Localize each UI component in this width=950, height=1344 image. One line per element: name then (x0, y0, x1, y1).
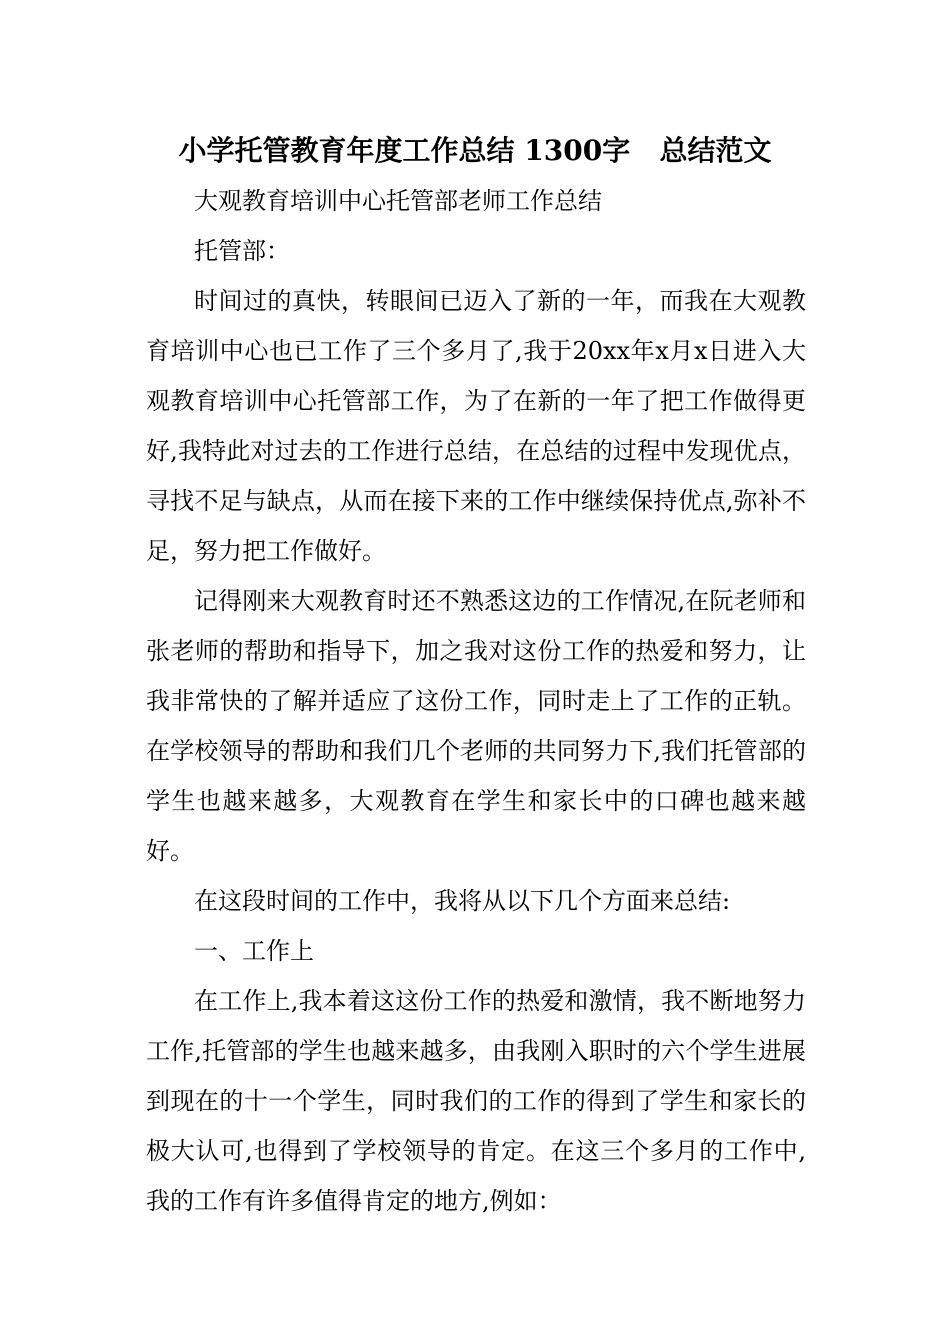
document-title: 小学托管教育年度工作总结 1300字 总结范文 (178, 134, 772, 167)
section-paragraph: 在工作上,我本着这这份工作的热爱和激情，我不断地努力工作,托管部的学生也越来越多，由我刚入职时的六个学生进展到现在的十一个学生，同时我们的工作的得到了学生和家长的极大认可,也得到了学校领导的肯定。在这三个多月的工作中,我的工作有许多值得肯定的地方,例如： (146, 987, 806, 1215)
intro-line: 在这段时间的工作中，我将从以下几个方面来总结: (194, 887, 731, 915)
section-heading: 一、工作上 (194, 937, 314, 965)
paragraph-2: 记得刚来大观教育时还不熟悉这边的工作情况,在阮老师和张老师的帮助和指导下，加之我对这份工作的热爱和努力，让我非常快的了解并适应了这份工作，同时走上了工作的正轨。在学校领导的帮助和我们几个老师的共同努力下,我们托管部的学生也越来越多，大观教育在学生和家长中的口碑也越来越好。 (146, 587, 806, 865)
document-subtitle: 大观教育培训中心托管部老师工作总结 (194, 187, 602, 215)
salutation: 托管部： (194, 237, 290, 265)
document-body (146, 176, 806, 1226)
paragraph-1: 时间过的真快，转眼间已迈入了新的一年，而我在大观教育培训中心也已工作了三个多月了,我于20xx年x月x日进入大观教育培训中心托管部工作，为了在新的一年了把工作做得更好,我特此对过去的工作进行总结，在总结的过程中发现优点，寻找不足与缺点，从而在接下来的工作中继续保持优点,弥补不足，努力把工作做好。 (146, 287, 806, 565)
